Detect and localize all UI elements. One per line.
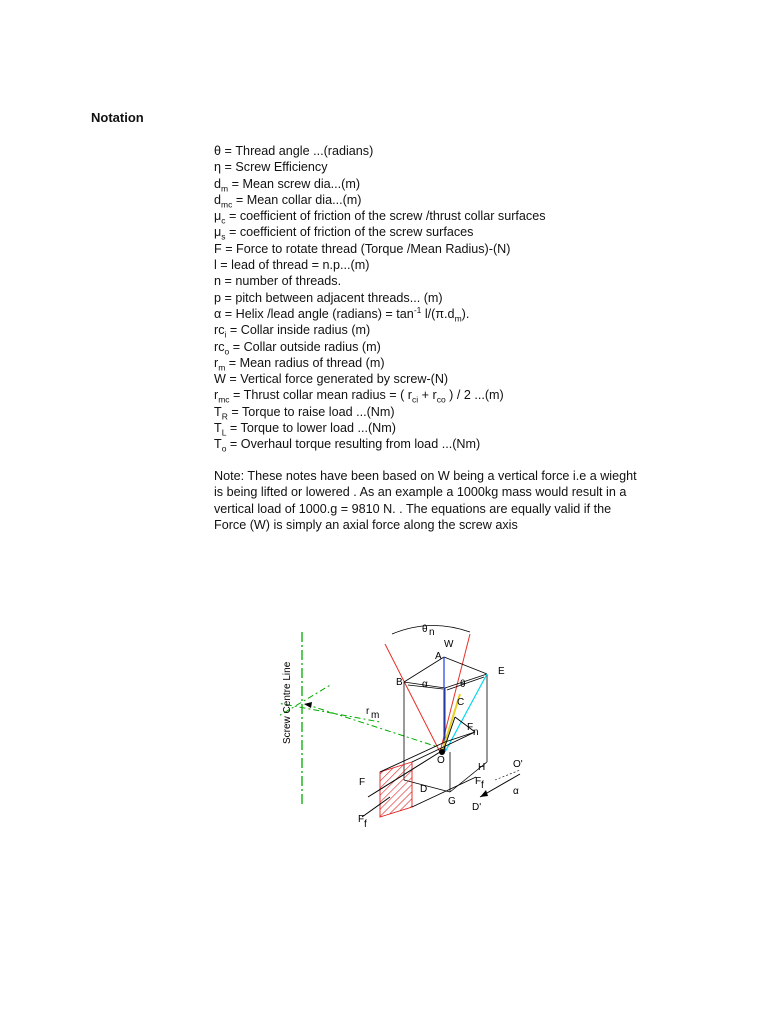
notation-row-l (214, 257, 546, 273)
subscript: o (224, 346, 230, 357)
symbol: T (214, 404, 222, 419)
symbol: n (214, 274, 222, 289)
definition: = Torque to raise load ...(Nm) (227, 404, 395, 419)
symbol: α (214, 306, 222, 321)
notation-row-muc (214, 208, 546, 224)
label-G: G (448, 796, 456, 807)
subscript: m (221, 183, 229, 194)
thread-body (380, 717, 476, 817)
label-O-prime: O' (513, 759, 523, 770)
definition: = Collar inside radius (m) (226, 323, 371, 338)
definition: = pitch between adjacent threads... (m) (221, 290, 443, 305)
note-line: is being lifted or lowered . As an example a 1000kg mass would result in a (214, 485, 627, 500)
label-theta: θ (460, 679, 466, 690)
label-rm: r (366, 706, 370, 717)
subscript: mc (221, 199, 233, 210)
symbol: μ (214, 209, 222, 224)
subscript: R (221, 411, 228, 422)
definition: = Mean radius of thread (m) (225, 355, 385, 370)
symbol: η (214, 160, 222, 175)
label-W: W (444, 639, 454, 650)
definition: = Thrust collar mean radius = ( r (229, 388, 412, 403)
notation-row-W (214, 371, 546, 387)
subscript: mc (218, 394, 230, 405)
label-theta-n-sub: n (429, 627, 435, 638)
label-F: F (359, 777, 366, 788)
force-box (404, 657, 487, 792)
label-Ff-right-sub: f (481, 780, 484, 791)
superscript: -1 (413, 304, 422, 315)
definition: = Overhaul torque resulting from load ...(Nm) (226, 437, 481, 452)
definition: = Mean collar dia...(m) (232, 192, 362, 207)
symbol: T (214, 437, 222, 452)
Ff-arrowhead (480, 790, 488, 797)
subscript: c (221, 215, 226, 226)
notation-row-alpha (214, 306, 546, 322)
definition: = Screw Efficiency (221, 160, 328, 175)
screw-thread-force-diagram (280, 612, 540, 834)
symbol: T (214, 421, 222, 436)
subscript: o (221, 443, 227, 454)
notation-row-dm (214, 176, 546, 192)
notation-row-rm (214, 355, 546, 371)
notation-row-rci (214, 322, 546, 338)
symbol: p (214, 290, 222, 305)
subscript: m (454, 313, 462, 324)
definition: = Helix /lead angle (radians) = tan (221, 306, 414, 321)
notation-list (214, 143, 546, 453)
notation-row-p (214, 290, 546, 306)
note-line: Force (W) is simply an axial force along the screw axis (214, 517, 518, 532)
definition: = Vertical force generated by screw-(N) (225, 372, 449, 387)
notation-row-eta (214, 159, 546, 175)
notation-row-rco (214, 339, 546, 355)
symbol: l (214, 258, 217, 273)
definition: + r (418, 388, 437, 403)
label-E: E (498, 666, 505, 677)
symbol: r (214, 355, 219, 370)
definition: = Torque to lower load ...(Nm) (226, 421, 396, 436)
notation-row-TR (214, 404, 546, 420)
definition: = coefficient of friction of the screw surfaces (225, 225, 474, 240)
notation-row-theta (214, 143, 546, 159)
label-D-prime: D' (472, 802, 482, 813)
symbol: r (214, 388, 219, 403)
note-line: vertical load of 1000.g = 9810 N. . The equations are equally valid if the (214, 501, 612, 516)
notation-row-F (214, 241, 546, 257)
notation-row-dmc (214, 192, 546, 208)
note-paragraph (214, 468, 684, 533)
subscript: co (436, 394, 446, 405)
subscript: s (221, 232, 226, 242)
notation-row-To (214, 436, 546, 452)
alpha-arc-right (495, 770, 520, 780)
subscript: ci (412, 394, 419, 405)
label-A: A (435, 651, 442, 662)
label-Ff-right: F (475, 776, 482, 787)
definition: = number of threads. (221, 274, 342, 289)
definition: = Mean screw dia...(m) (228, 176, 361, 191)
definition: = lead of thread = n.p...(m) (216, 258, 370, 273)
label-H: H (478, 762, 486, 773)
rm-arrowhead (304, 702, 312, 708)
notation-row-TL (214, 420, 546, 436)
label-rm-sub: m (371, 710, 380, 721)
label-Ff-sub: f (364, 819, 367, 830)
symbol: d (214, 176, 222, 191)
label-alpha-right: α (513, 786, 519, 797)
definition: = coefficient of friction of the screw /thrust collar surfaces (225, 209, 546, 224)
label-D: D (420, 784, 428, 795)
definition: ) / 2 ...(m) (445, 388, 504, 403)
note-line: Note: These notes have been based on W being a vertical force i.e a wieght (214, 469, 637, 483)
radial-construction-line-2 (280, 702, 380, 722)
subscript: m (218, 362, 226, 373)
label-Fn-sub: n (473, 727, 479, 738)
screw-centre-line-label: Screw Centre Line (282, 661, 293, 744)
definition: = Collar outside radius (m) (229, 339, 381, 354)
definition: l/(π.d (421, 306, 455, 321)
definition: ). (461, 306, 470, 321)
subscript: L (221, 427, 227, 438)
notation-row-rmc (214, 387, 546, 403)
symbol: μ (214, 225, 222, 240)
label-alpha: α (422, 679, 428, 690)
notation-heading: Notation (91, 110, 144, 125)
symbol: rc (214, 339, 225, 354)
label-Fn: F (467, 722, 474, 733)
label-C: C (457, 697, 465, 708)
symbol: d (214, 192, 222, 207)
label-O: O (437, 755, 445, 766)
label-theta-n: θ (422, 624, 428, 635)
label-B: B (396, 677, 403, 688)
notation-row-mus (214, 224, 546, 240)
symbol: θ (214, 144, 222, 158)
thread-angle-red-line (385, 644, 440, 752)
symbol: W (214, 372, 226, 387)
definition: = Force to rotate thread (Torque /Mean Radius)-(N) (221, 241, 511, 256)
notation-row-n (214, 273, 546, 289)
label-Ff: F (358, 814, 365, 825)
subscript: i (224, 329, 227, 340)
symbol: F (214, 241, 222, 256)
symbol: rc (214, 323, 225, 338)
definition: = Thread angle ...(radians) (221, 144, 374, 158)
